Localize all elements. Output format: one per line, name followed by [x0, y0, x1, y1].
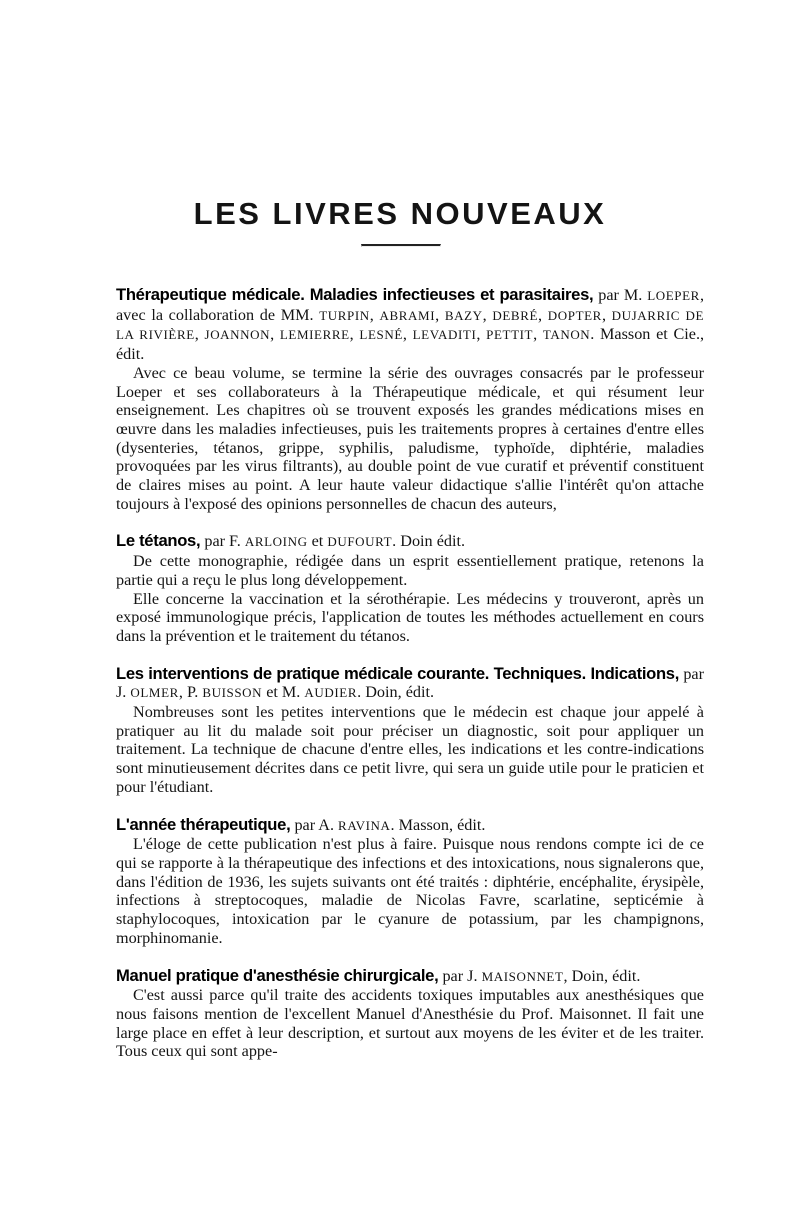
book-title: L'année thérapeutique, — [116, 814, 291, 834]
reference-text: par J. — [116, 664, 704, 702]
reference-text: , — [435, 305, 445, 324]
author-name: DEBRÉ — [492, 307, 539, 323]
reference-text: par F. — [200, 532, 245, 551]
reference-text: , — [482, 305, 493, 324]
author-name: PETTIT — [486, 327, 534, 343]
reference-text: , — [538, 305, 548, 324]
reference-text: , P. — [178, 683, 203, 702]
book-title: Les interventions de pratique médicale courante. Techniques. Indications, — [116, 663, 680, 683]
reference-text: , — [476, 325, 487, 344]
reference-text: , — [601, 305, 612, 324]
author-name: BUISSON — [202, 685, 263, 701]
author-name: ARLOING — [244, 534, 308, 550]
page-title: LES LIVRES NOUVEAUX — [193, 196, 607, 231]
review-heading — [116, 816, 704, 836]
reference-text: , — [349, 325, 360, 344]
review-heading — [116, 665, 704, 703]
title-rule — [361, 244, 441, 247]
reference-text: . Doin édit. — [392, 532, 466, 551]
review-paragraph: C'est aussi parce qu'il traite des accidents toxiques imputables aux anesthésiques que nous faisons mention de l'excellent Manuel d'Anesthésie du Prof. Maisonnet. Il fait une large place en effet à leur description, et surtout aux moyens de les éviter et de les traiter. Tous ceux qui sont appe- — [116, 986, 704, 1061]
book-review-entry — [116, 665, 704, 797]
book-review-entry — [116, 967, 704, 1062]
book-review-entry — [116, 286, 704, 513]
author-name: DUJARRIC DE LA RIVIÈRE — [116, 307, 705, 343]
author-name: OLMER — [130, 685, 179, 701]
author-name: LOEPER — [647, 288, 700, 303]
author-name: DUFOURT — [327, 534, 393, 550]
book-title: Le tétanos, — [116, 531, 201, 551]
book-review-entry — [116, 816, 704, 948]
author-name: AUDIER — [304, 685, 358, 701]
review-paragraph: Nombreuses sont les petites interventions que le médecin est chaque jour appelé à pratiquer au lit du malade soit pour préciser un diagnostic, soit pour appliquer un traitement. La technique de chacune d'entre elles, les indications et les contre-indications sont minutieusement décrites dans ce petit livre, qui sera un guide utile pour le praticien et pour l'étudiant. — [116, 703, 704, 796]
review-paragraph: L'éloge de cette publication n'est plus à faire. Puisque nous rendons compte ici de ce qui se rapporte à la thérapeutique des infections et des intoxications, nous signalerons que, dans l'édition de 1936, les sujets suivants ont été traités : diphtérie, encéphalite, érysipèle, infections à streptocoques, maladie de Nicolas Favre, scarlatine, septicémie à staphylocoques, intoxication par le cyanure de potassium, par les champignons, morphinomanie. — [116, 835, 704, 947]
review-heading — [116, 286, 704, 364]
book-review-list — [116, 286, 704, 1080]
review-paragraph: De cette monographie, rédigée dans un esprit essentiellement pratique, retenons la partie qui a reçu le plus long développement. — [116, 552, 704, 589]
reference-text: . Doin, édit. — [357, 683, 435, 702]
author-name: TANON — [542, 327, 591, 343]
author-name: LESNÉ — [359, 327, 403, 343]
reference-text: par J. — [438, 966, 482, 985]
reference-text: . Masson, édit. — [390, 815, 486, 834]
author-name: MAISONNET — [481, 968, 564, 984]
book-review-entry — [116, 532, 704, 645]
author-name: LEMIERRE — [279, 327, 350, 343]
reference-text: , avec la collaboration de MM. — [116, 286, 704, 324]
book-title: Manuel pratique d'anesthésie chirurgicale, — [116, 965, 439, 985]
book-title: Thérapeutique médicale. Maladies infectieuses et parasitaires, — [116, 285, 594, 304]
review-paragraph: Elle concerne la vaccination et la sérothérapie. Les médecins y trouveront, après un exposé immunologique précis, l'application de toutes les méthodes actuellement en cours dans la prévention et le traitement du tétanos. — [116, 589, 704, 645]
reference-text: , Doin, édit. — [563, 966, 641, 985]
review-heading — [116, 967, 704, 987]
reference-text: et M. — [262, 683, 305, 702]
reference-text: , — [402, 325, 413, 344]
author-name: DOPTER — [547, 307, 602, 323]
reference-text: , — [270, 325, 280, 344]
author-name: TURPIN — [319, 307, 370, 323]
author-name: RAVINA — [338, 817, 391, 833]
author-name: JOANNON — [204, 327, 271, 343]
review-heading — [116, 532, 704, 552]
reference-text: . Masson et Cie., édit. — [116, 325, 705, 364]
review-paragraph: Avec ce beau volume, se termine la série des ouvrages consacrés par le professeur Loeper et ses collaborateurs à la Thérapeutique médicale, et qui résument leur enseignement. Les chapitres où se trouvent exposés les grandes médications mises en œuvre dans les maladies infectieuses, puis les traitements propres à certaines d'entre elles (dysenteries, tétanos, grippe, syphilis, paludisme, typhoïde, diphtérie, maladies provoquées par les virus filtrants), au double point de vue curatif et préventif constituent de claires mises au point. A leur haute valeur didactique s'allie l'intérêt qu'on attache toujours à l'exposé des opinions personnelles de chacun des auteurs, — [116, 363, 704, 513]
reference-text: , — [533, 325, 543, 344]
reference-text: , — [194, 325, 205, 344]
reference-text: et — [307, 532, 328, 551]
reference-text: par M. — [593, 286, 648, 304]
author-name: LEVADITI — [412, 327, 477, 343]
reference-text: par A. — [290, 815, 339, 834]
author-name: ABRAMI — [379, 307, 436, 323]
author-name: BAZY — [444, 307, 483, 323]
reference-text: , — [369, 305, 380, 324]
